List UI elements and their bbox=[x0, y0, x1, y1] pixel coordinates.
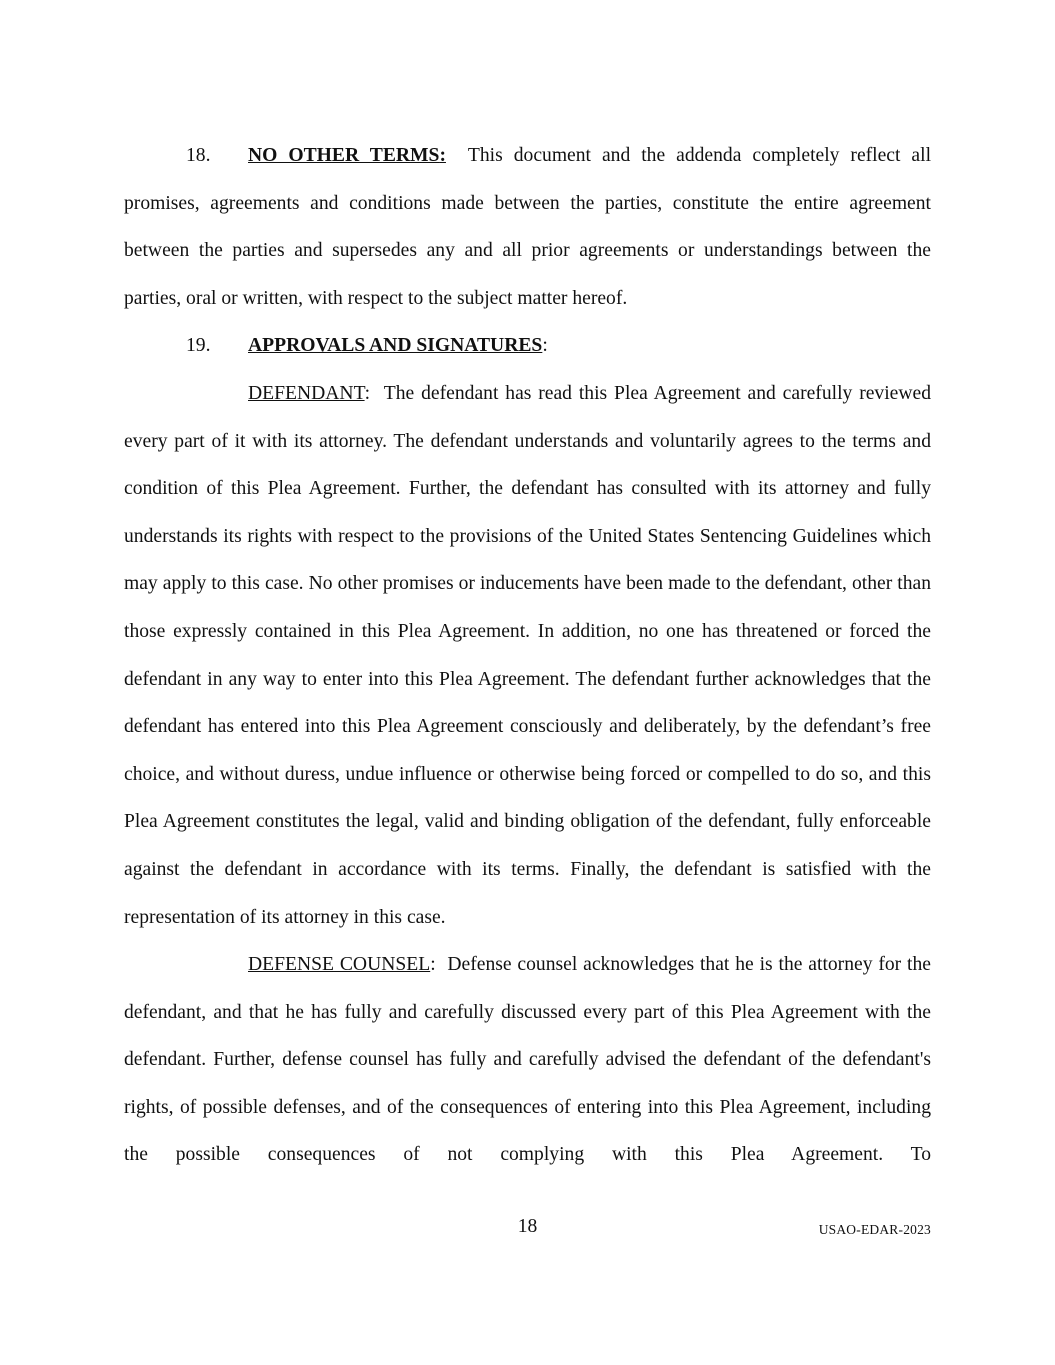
defendant-body: The defendant has read this Plea Agreement and carefully reviewed every part of it with its attorney. The defendant understands and voluntarily agrees to the terms and condition of this Plea Agreement. Further, the defendant has consulted with its attorney and fully understands its rights with respect to the provisions of the United States Sentencing Guidelines which may apply to this case. No other promises or inducements have been made to the defendant, other than those expressly contained in this Plea Agreement. In addition, no one has threatened or forced the defendant in any way to enter into this Plea Agreement. The defendant further acknowledges that the defendant has entered into this Plea Agreement consciously and deliberately, by the defendant’s free choice, and without duress, undue influence or otherwise being forced or compelled to do so, and this Plea Agreement constitutes the legal, valid and binding obligation of the defendant, fully enforceable against the defendant in accordance with its terms. Finally, the defendant is satisfied with the representation of its attorney in this case. bbox=[124, 382, 931, 928]
section-19-heading: APPROVALS AND SIGNATURES bbox=[248, 335, 543, 357]
defense-counsel-body: Defense counsel acknowledges that he is the attorney for the defendant, and that he has fully and carefully discussed every part of this Plea Agreement with the defendant. Further, defense counsel has fully and carefully advised the defendant of the defendant's rights, of possible defenses, and of the consequences of entering into this Plea Agreement, including the possible consequences of not complying with this Plea Agreement. To bbox=[124, 954, 931, 1166]
section-18 bbox=[124, 132, 931, 322]
document-page bbox=[124, 132, 931, 1179]
section-18-heading-text: NO OTHER TERMS bbox=[248, 145, 440, 166]
defense-counsel-colon: : bbox=[430, 954, 436, 976]
section-19-heading-colon: : bbox=[542, 335, 548, 357]
document-id: USAO-EDAR-2023 bbox=[818, 1222, 931, 1237]
defendant-paragraph bbox=[124, 370, 931, 941]
section-18-heading bbox=[248, 145, 446, 166]
page-number: 18 bbox=[517, 1216, 538, 1237]
section-18-heading-colon: : bbox=[439, 145, 446, 166]
section-19 bbox=[124, 322, 931, 370]
section-18-number: 18. bbox=[186, 145, 211, 166]
defense-counsel-paragraph bbox=[124, 941, 931, 1179]
section-18-body: This document and the addenda completely reflect all promises, agreements and conditions made between the parties, constitute the entire agreement between the parties and supersedes any and all prior agreements or understandings between the parties, oral or written, with respect to the subject matter hereof. bbox=[124, 145, 932, 309]
defendant-colon: : bbox=[364, 382, 371, 404]
defense-counsel-label: DEFENSE COUNSEL bbox=[248, 954, 431, 976]
section-19-number: 19. bbox=[186, 335, 211, 357]
defendant-label: DEFENDANT bbox=[248, 382, 365, 404]
